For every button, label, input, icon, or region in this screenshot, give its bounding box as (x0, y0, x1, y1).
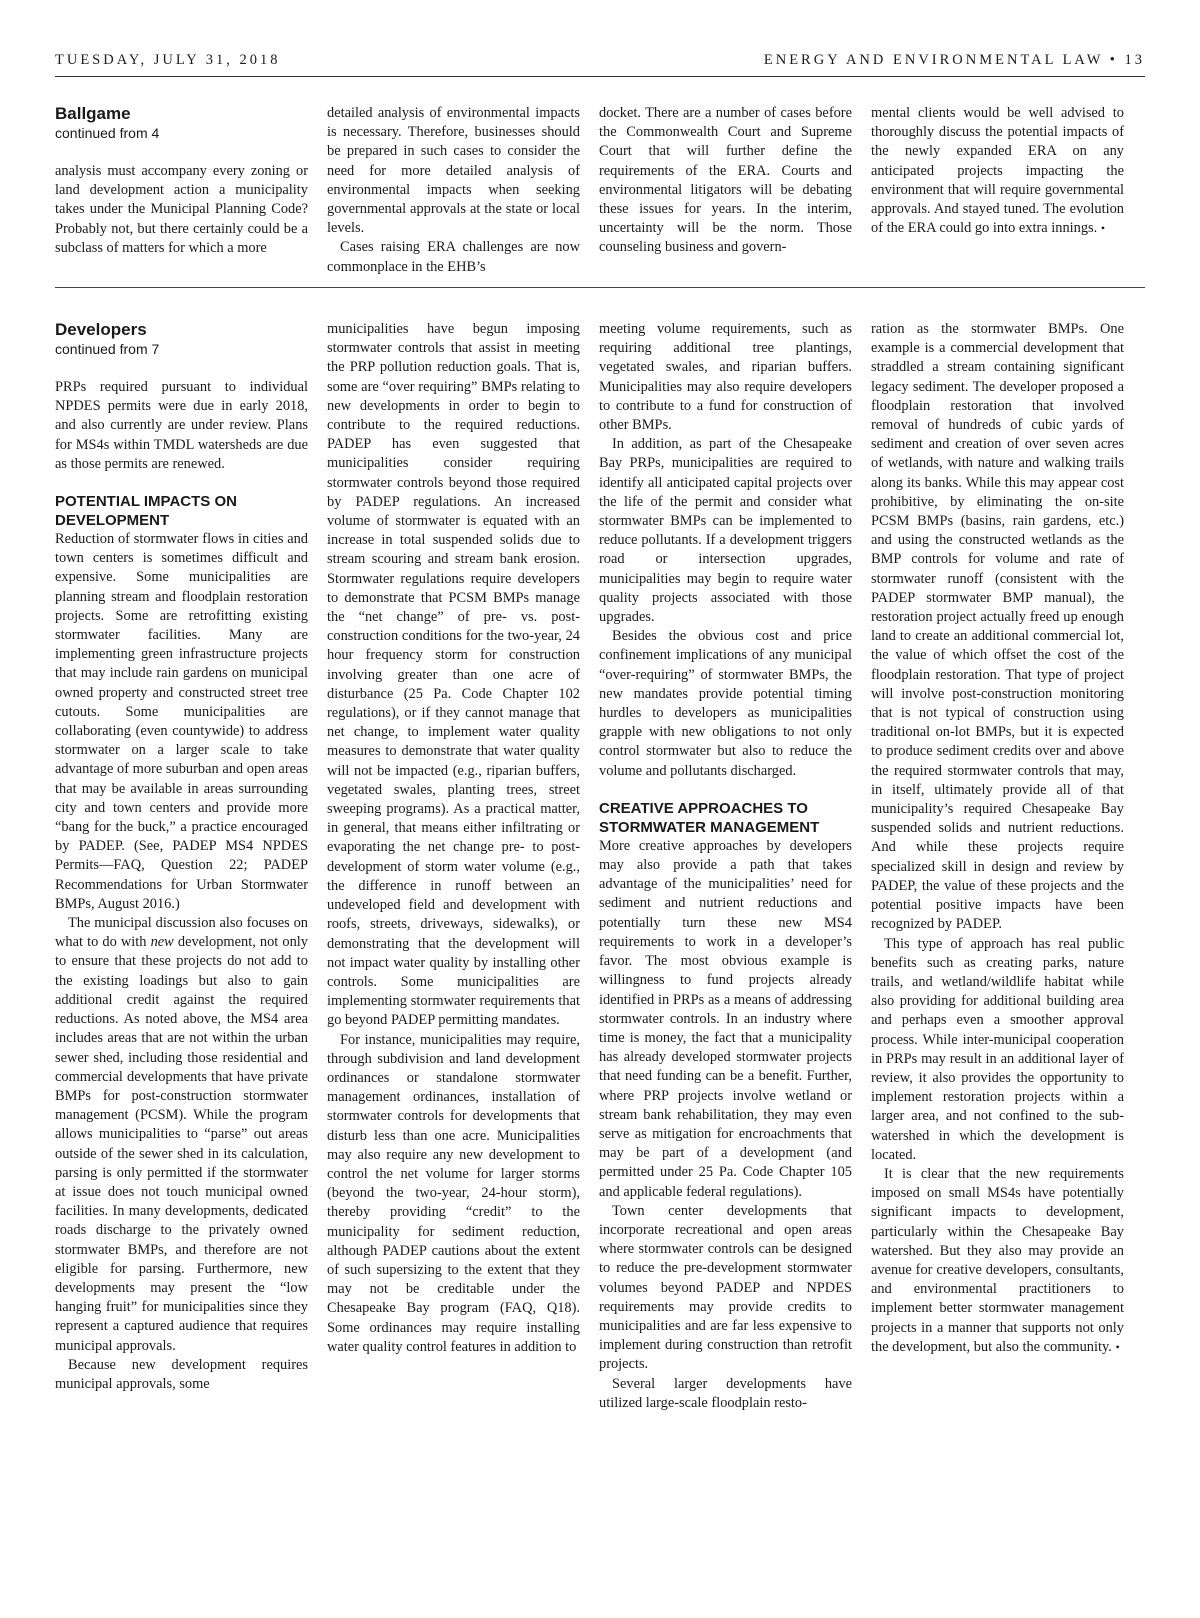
ballgame-column-2 (327, 104, 580, 276)
end-mark-icon: • (1100, 221, 1106, 236)
developers-column-3 (599, 320, 852, 1610)
developers-headline: Developers (55, 320, 147, 339)
developers-paragraph (871, 1165, 1124, 1357)
subhead-creative-approaches: CREATIVE APPROACHES TO STORMWATER MANAGEMENT (599, 799, 820, 836)
emphasis-text: new (150, 934, 174, 951)
developers-paragraph: ration as the stormwater BMPs. One example is a commercial development that straddled a stream containing significant legacy sediment. The developer proposed a floodplain restoration that involved removal of hundreds of cubic yards of sediment and creation of over seven acres of wetlands, with nature and walking trails along its banks. While this may appear cost prohibitive, by eliminating the on-site PCSM BMPs (basins, rain gardens, etc.) and using the constructed wetlands as the BMP controls for volume and rate of stormwater runoff (consistent with the PADEP stormwater BMP manual), the restoration project actually freed up enough land to create an additional commercial lot, the value of which offset the cost of the floodplain restoration. That type of project will involve post-construction monitoring that is not typical of construction using traditional on-lot BMPs, but it is expected to produce sediment credits over and above the required stormwater controls that may, in itself, ultimately provide all of that municipality’s required Chesapeake Bay suspended solids and nutrient reductions. And while these projects require specialized skill in design and review by PADEP, the value of these projects and the potential positive impacts have been recognized by PADEP. (871, 321, 1124, 933)
ballgame-column-3 (599, 104, 852, 276)
subhead-potential-impacts: POTENTIAL IMPACTS ON DEVELOPMENT (55, 493, 237, 530)
ballgame-paragraph: docket. There are a number of cases before the Commonwealth Court and Supreme Court that will further define the requirements of the ERA. Courts and environmental litigators will be debating these issues for years. In the interim, uncertainty will be the norm. Those counseling business and govern- (599, 105, 852, 256)
ballgame-paragraph: Cases raising ERA challenges are now commonplace in the EHB’s (327, 239, 580, 275)
ballgame-paragraph: detailed analysis of environmental impacts is necessary. Therefore, businesses should be prepared in such cases to consider the need for more detailed analysis of environmental impacts when seeking governmental approvals at the state or local levels. (327, 105, 580, 237)
developers-paragraph: meeting volume requirements, such as requiring additional tree plantings, vegetated swales, and riparian buffers. Municipalities may also require developers to contribute to a fund for construction of other BMPs. (599, 321, 852, 434)
developers-paragraph: PRPs required pursuant to individual NPDES permits were due in early 2018, and also currently are under review. Plans for MS4s within TMDL watersheds are due as those permits are renewed. (55, 379, 308, 472)
ballgame-continued-note: continued from 4 (55, 125, 160, 141)
paragraph-text: It is clear that the new requirements imposed on small MS4s have potentially significant impacts to development, particularly within the Chesapeake Bay watershed. But they also may provide an avenue for creative developers, consultants, and environmental practitioners to implement better stormwater management projects in a manner that supports not only the development, but also the community. (871, 1165, 1124, 1355)
issue-date: TUESDAY, JULY 31, 2018 (55, 52, 281, 68)
developers-paragraph: Town center developments that incorporate recreational and open areas where stormwater controls can be designed to reduce the pre-development stormwater volumes beyond PADEP and NPDES requirements may provide credits to municipalities and are far less expensive to implement during construction than retrofit projects. (599, 1202, 852, 1373)
developers-paragraph: More creative approaches by developers may also provide a path that takes advantage of the municipalities’ need for sediment and nutrient reductions and potentially turn these new MS4 requirements to work in a developer’s favor. The most obvious example is willingness to fund projects already identified in PRPs as a means of addressing stormwater controls. In an industry where time is money, the fact that a municipality has already developed stormwater projects that need funding can be a benefit. Further, where PRP projects involve wetland or stream bank rehabilitation, they may even serve as mitigation for encroachments that may be part of a development (and permitted under 25 Pa. Code Chapter 105 and applicable federal regulations). (599, 837, 852, 1200)
developers-article (55, 320, 1145, 1610)
article-divider (55, 287, 1145, 288)
developers-paragraph: Reduction of stormwater flows in cities and town centers is sometimes difficult and expensive. Some municipalities are planning stream and floodplain restoration projects. Some are retrofitting existing stormwater facilities. Many are implementing green infrastructure projects that may include rain gardens on municipal owned property and constructed street tree cutouts. Some municipalities are collaborating (even countywide) to address stormwater on a larger scale to take advantage of more suburban and open areas that may be available in areas surrounding city and town centers and provide more “bang for the buck,” a practice encouraged by PADEP. (See, PADEP MS4 NPDES Permits—FAQ, Question 22; PADEP Recommendations for Urban Stormwater BMPs, August 2016.) (55, 531, 308, 912)
ballgame-headline: Ballgame (55, 104, 131, 123)
end-mark-icon: • (1115, 1339, 1120, 1354)
ballgame-column-4 (871, 104, 1124, 276)
developers-paragraph (55, 914, 308, 1356)
developers-column-1 (55, 320, 308, 1610)
ballgame-paragraph (871, 104, 1124, 238)
developers-column-4 (871, 320, 1124, 1610)
ballgame-column-1 (55, 104, 308, 276)
ballgame-paragraph-text: mental clients would be well advised to thoroughly discuss the potential impacts of the newly expanded ERA on any anticipated projects impacting the environment that will require governmental approvals. And stayed tuned. The evolution of the ERA could go into extra innings. (871, 105, 1124, 237)
developers-paragraph: For instance, municipalities may require, through subdivision and land development ordinances or standalone stormwater management ordinances, installation of stormwater controls for developments that disturb less than one acre. Municipalities may also require any new development to control the net volume for larger storms (beyond the two-year, 24-hour storm), thereby providing “credit” to the municipality for sediment reduction, although PADEP cautions about the extent of such supersizing to the extent that they may not be creditable under the Chesapeake Bay program (FAQ, Q18). Some ordinances may require installing water quality control features in addition to (327, 1031, 580, 1355)
paragraph-text: development, not only to ensure that these projects do not add to the existing loadings but also to gain additional credit against the required reductions. As noted above, the MS4 area includes areas that are not within the urban sewer shed, including those residential and commercial developments that have private BMPs for post-construction stormwater management (PCSM). While the program allows municipalities to “parse” out areas outside of the sewer shed in its calculation, parsing is only permitted if the stormwater at issue does not touch municipal owned facilities. In many developments, dedicated roads discharge to the privately owned stormwater BMPs, and therefore are not eligible for parsing. Furthermore, new developments may present the “low hanging fruit” for municipalities since they represent a captured audience that requires municipal approvals. (55, 934, 308, 1354)
section-title-page-number: ENERGY AND ENVIRONMENTAL LAW • 13 (763, 52, 1145, 68)
developers-paragraph: In addition, as part of the Chesapeake Bay PRPs, municipalities are required to identify all anticipated capital projects over the life of the permit and consider what stormwater BMPs can be implemented to reduce pollutants. If a development triggers road or intersection upgrades, municipalities may begin to require water quality projects associated with those upgrades. (599, 436, 852, 626)
page-header (55, 52, 1145, 77)
developers-paragraph: Besides the obvious cost and price confinement implications of any municipal “over-requiring” of stormwater BMPs, the new mandates provide potential timing hurdles to developers as municipalities grapple with new obligations to not only control stormwater but also to reduce the volume and pollutants discharged. (599, 628, 852, 779)
developers-paragraph: municipalities have begun imposing stormwater controls that assist in meeting the PRP pollution reduction goals. That is, some are “over requiring” BMPs relating to new developments in order to begin to contribute to the required reductions. PADEP has even suggested that municipalities consider requiring stormwater controls beyond those required by PADEP regulations. An increased volume of stormwater is equated with an increase in total suspended solids due to stream scouring and stream bank erosion. Stormwater regulations require developers to demonstrate that PCSM BMPs manage the “net change” of pre- vs. post-construction conditions for the two-year, 24 hour frequency storm for construction involving greater than one acre of disturbance (25 Pa. Code Chapter 102 regulations), or if they cannot manage that net change, to implement water quality measures to demonstrate that water quality will not be impacted (e.g., riparian buffers, vegetated swales, planting trees, street sweeping programs). As a practical matter, in general, that means either infiltrating or evaporating the net change pre- to post-development of storm water volume (e.g., the difference in runoff between an undeveloped field and development with roofs, streets, driveways, sidewalks), or demonstrating that the development will not impact water quality by installing other controls. Some municipalities are implementing stormwater requirements that go beyond PADEP permitting mandates. (327, 321, 580, 1029)
ballgame-article (55, 104, 1145, 276)
paragraph-text: The municipal discussion also focuses on what to do with (55, 915, 308, 951)
developers-paragraph: Because new development requires municipal approvals, some (55, 1356, 308, 1392)
ballgame-paragraph: analysis must accompany every zoning or land development action a municipality takes under the Municipal Planning Code? Probably not, but there certainly could be a subclass of matters for which a more (55, 163, 308, 256)
developers-paragraph: This type of approach has real public benefits such as creating parks, nature trails, and wetland/wildlife habitat while also providing for additional building area and perhaps even a smoother approval process. While inter-municipal cooperation in PRPs may result in an additional layer of review, it also provides the opportunity to implement restoration projects within a larger area, and not confined to the sub-watershed in which the development is located. (871, 935, 1124, 1163)
developers-column-2 (327, 320, 580, 1610)
developers-continued-note: continued from 7 (55, 341, 160, 357)
developers-paragraph: Several larger developments have utilized large-scale floodplain resto- (599, 1375, 852, 1411)
